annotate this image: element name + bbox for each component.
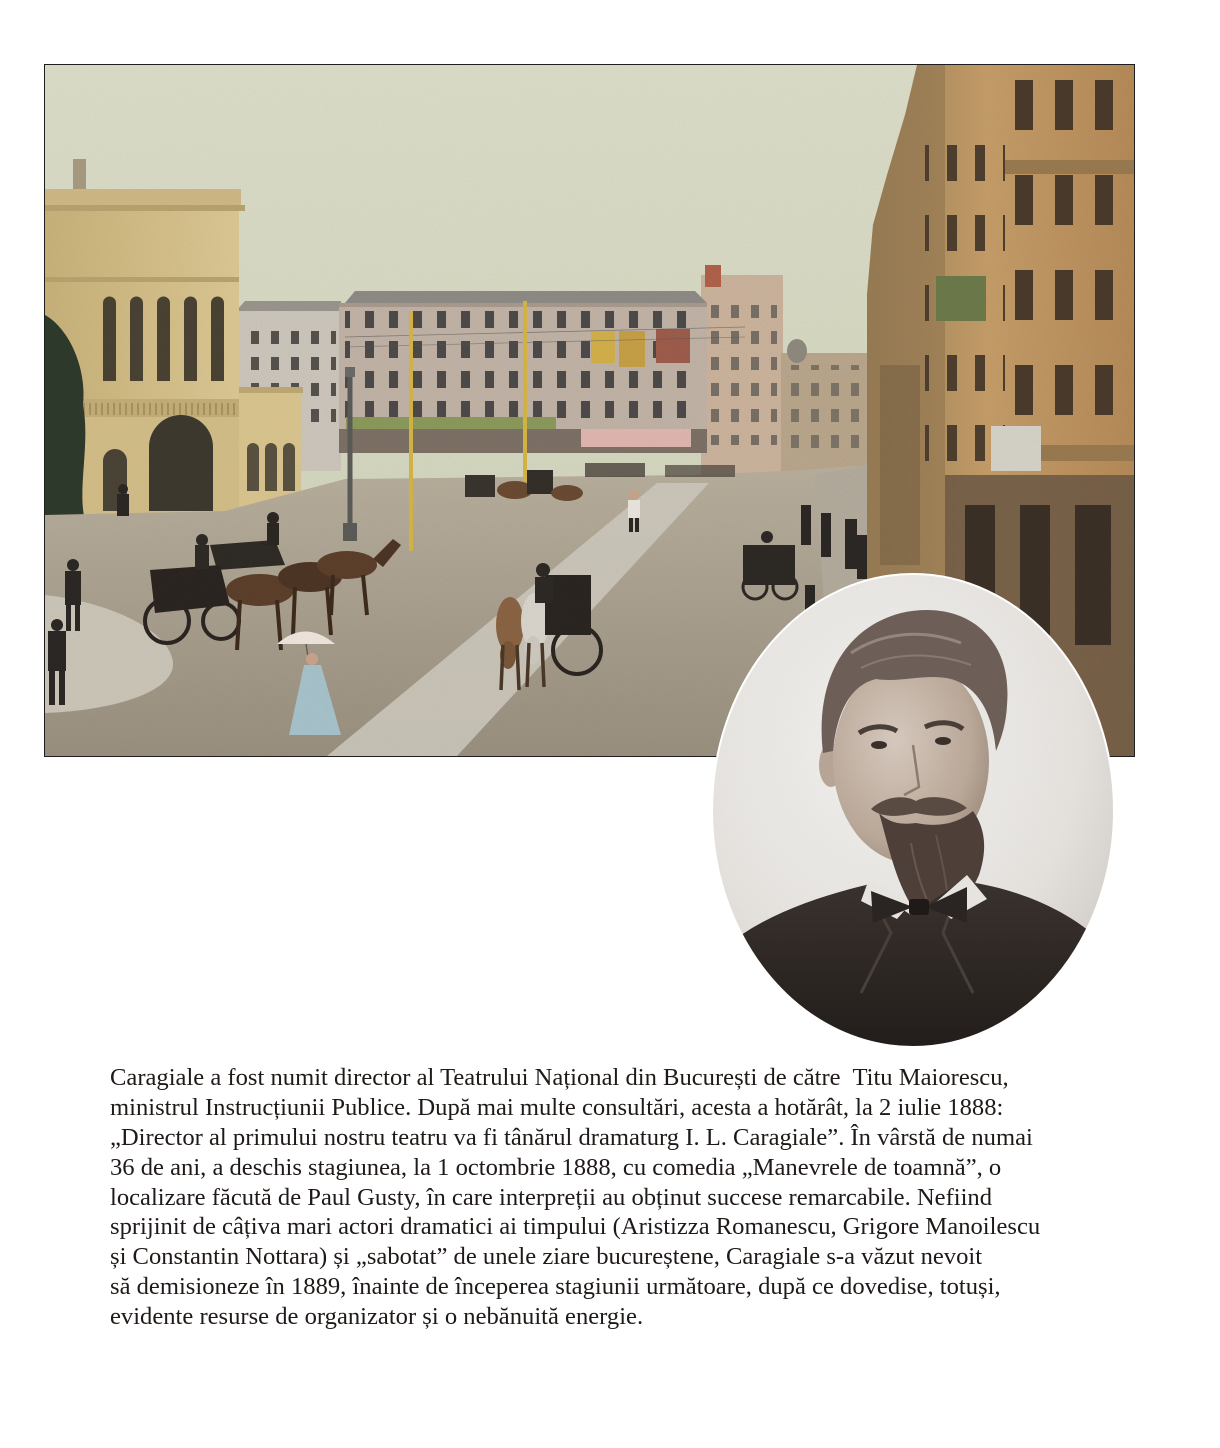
text-line: localizare făcută de Paul Gusty, în care interpreții au obținut succese remarcabile. Nefiind [110, 1183, 993, 1211]
text-line: 36 de ani, a deschis stagiunea, la 1 octombrie 1888, cu comedia „Manevrele de toamnă”, o [110, 1153, 1002, 1181]
text-line: Caragiale a fost numit director al Teatrului Național din București de către Titu Maiorescu, [110, 1064, 1009, 1091]
text-line: și Constantin Nottara) și „sabotat” de unele ziare bucureștene, Caragiale s-a văzut nevoit [110, 1243, 983, 1271]
text-line: evidente resurse de organizator și o nebănuită energie. [110, 1303, 644, 1331]
text-line: ministrul Instrucțiunii Publice. După mai multe consultări, acesta a hotărât, la 2 iulie 1888: [110, 1093, 1004, 1121]
text-line: sprijinit de câțiva mari actori dramatici ai timpului (Aristizza Romanescu, Grigore Manoilescu [110, 1213, 1041, 1241]
portrait-drawing [711, 573, 1115, 1048]
portrait-grain [711, 573, 1115, 1048]
text-line: „Director al primului nostru teatru va fi tânărul dramaturg I. L. Caragiale”. În vârstă de numai [110, 1123, 1033, 1151]
portrait-photo [711, 573, 1115, 1048]
body-paragraph [110, 1063, 1110, 1332]
text-line: să demisioneze în 1889, înainte de începerea stagiunii următoare, după ce dovedise, totuși, [110, 1273, 1001, 1301]
